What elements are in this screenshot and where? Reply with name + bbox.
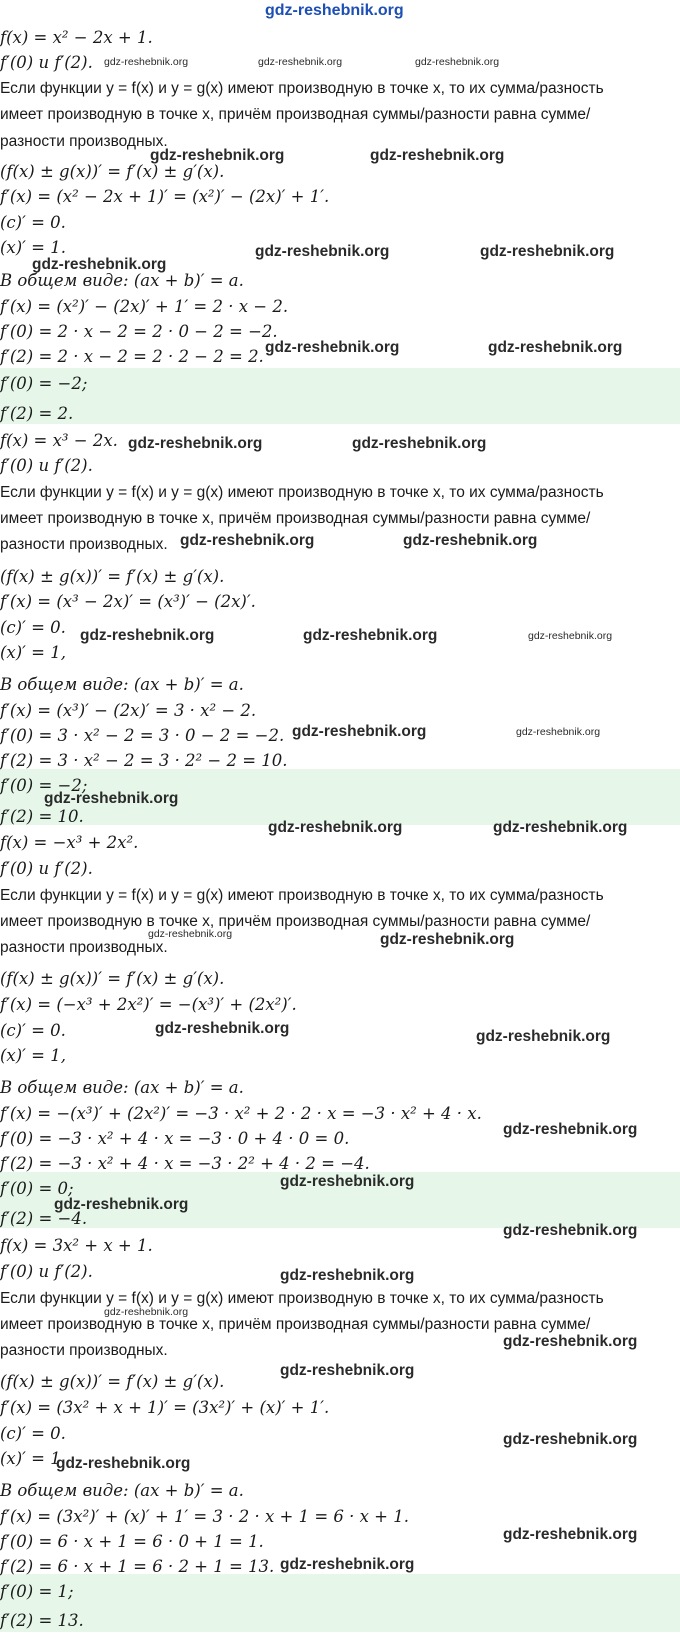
answer-line: f′(0) = 0; (0, 1179, 74, 1198)
formula-line: f′(x) = (3x²)′ + (x)′ + 1′ = 3 · 2 · x + 1 = 6 · x + 1. (0, 1507, 409, 1526)
answer-box (0, 368, 680, 424)
watermark: gdz-reshebnik.org (516, 726, 601, 738)
watermark: gdz-reshebnik.org (104, 56, 189, 68)
rule-text: разности производных. (0, 939, 168, 956)
task-line: f′(0) и f′(2). (0, 53, 93, 72)
task-line: f′(0) и f′(2). (0, 456, 93, 475)
watermark: gdz-reshebnik.org (155, 1020, 290, 1037)
watermark: gdz-reshebnik.org (280, 1362, 415, 1379)
formula-line: f′(x) = (x² − 2x + 1)′ = (x²)′ − (2x)′ + 1′. (0, 187, 330, 206)
rule-text: разности производных. (0, 133, 168, 150)
watermark: gdz-reshebnik.org (503, 1121, 638, 1138)
formula-line: f′(x) = (3x² + x + 1)′ = (3x²)′ + (x)′ + 1′. (0, 1398, 330, 1417)
answer-box (0, 1574, 680, 1632)
formula-line: f′(x) = (x²)′ − (2x)′ + 1′ = 2 · x − 2. (0, 297, 289, 316)
watermark: gdz-reshebnik.org (128, 435, 263, 452)
watermark: gdz-reshebnik.org (32, 256, 167, 273)
formula-line: f′(2) = 3 · x² − 2 = 3 · 2² − 2 = 10. (0, 751, 288, 770)
watermark: gdz-reshebnik.org (80, 627, 215, 644)
watermark: gdz-reshebnik.org (503, 1526, 638, 1543)
formula-line: (x)′ = 1, (0, 643, 66, 662)
header-watermark: gdz-reshebnik.org (265, 2, 404, 19)
formula-line: (c)′ = 0. (0, 618, 66, 637)
rule-text: разности производных. (0, 1342, 168, 1359)
formula-line: f′(x) = −(x³)′ + (2x²)′ = −3 · x² + 2 · 2 · x = −3 · x² + 4 · x. (0, 1104, 482, 1123)
formula-line: (x)′ = 1, (0, 1046, 66, 1065)
watermark: gdz-reshebnik.org (280, 1173, 415, 1190)
function-definition: f(x) = 3x² + x + 1. (0, 1236, 153, 1255)
watermark: gdz-reshebnik.org (265, 339, 400, 356)
function-definition: f(x) = x² − 2x + 1. (0, 28, 153, 47)
function-definition: f(x) = x³ − 2x. (0, 431, 118, 450)
formula-line: В общем виде: (ax + b)′ = a. (0, 1078, 244, 1097)
watermark: gdz-reshebnik.org (352, 435, 487, 452)
formula-line: f′(2) = −3 · x² + 4 · x = −3 · 2² + 4 · 2 = −4. (0, 1154, 370, 1173)
formula-line: В общем виде: (ax + b)′ = a. (0, 271, 244, 290)
watermark: gdz-reshebnik.org (255, 243, 390, 260)
watermark: gdz-reshebnik.org (503, 1222, 638, 1239)
rule-text: имеет производную в точке x, причём производная суммы/разности равна сумме/ (0, 1316, 591, 1333)
watermark: gdz-reshebnik.org (150, 147, 285, 164)
formula-line: (x)′ = 1. (0, 238, 66, 257)
formula-line: В общем виде: (ax + b)′ = a. (0, 1481, 244, 1500)
formula-line: В общем виде: (ax + b)′ = a. (0, 675, 244, 694)
watermark: gdz-reshebnik.org (303, 627, 438, 644)
watermark: gdz-reshebnik.org (415, 56, 500, 68)
formula-line: f′(2) = 2 · x − 2 = 2 · 2 − 2 = 2. (0, 347, 264, 366)
watermark: gdz-reshebnik.org (44, 790, 179, 807)
watermark: gdz-reshebnik.org (493, 819, 628, 836)
formula-line: (f(x) ± g(x))′ = f′(x) ± g′(x). (0, 1372, 225, 1391)
watermark: gdz-reshebnik.org (503, 1333, 638, 1350)
answer-line: f′(2) = 10. (0, 807, 84, 826)
answer-line: f′(0) = 1; (0, 1582, 74, 1601)
rule-text: Если функции y = f(x) и y = g(x) имеют производную в точке x, то их сумма/разность (0, 484, 604, 501)
formula-line: (c)′ = 0. (0, 1424, 66, 1443)
task-line: f′(0) и f′(2). (0, 859, 93, 878)
watermark: gdz-reshebnik.org (292, 723, 427, 740)
watermark: gdz-reshebnik.org (403, 532, 538, 549)
rule-text: имеет производную в точке x, причём производная суммы/разности равна сумме/ (0, 510, 591, 527)
formula-line: (x)′ = 1. (0, 1449, 66, 1468)
watermark: gdz-reshebnik.org (488, 339, 623, 356)
formula-line: f′(0) = 6 · x + 1 = 6 · 0 + 1 = 1. (0, 1532, 264, 1551)
formula-line: (f(x) ± g(x))′ = f′(x) ± g′(x). (0, 969, 225, 988)
formula-line: f′(0) = 3 · x² − 2 = 3 · 0 − 2 = −2. (0, 726, 285, 745)
watermark: gdz-reshebnik.org (528, 630, 613, 642)
watermark: gdz-reshebnik.org (480, 243, 615, 260)
watermark: gdz-reshebnik.org (104, 1306, 189, 1318)
rule-text: имеет производную в точке x, причём производная суммы/разности равна сумме/ (0, 913, 591, 930)
watermark: gdz-reshebnik.org (54, 1196, 189, 1213)
rule-text: имеет производную в точке x, причём производная суммы/разности равна сумме/ (0, 106, 591, 123)
watermark: gdz-reshebnik.org (258, 56, 343, 68)
formula-line: f′(x) = (−x³ + 2x²)′ = −(x³)′ + (2x²)′. (0, 995, 297, 1014)
formula-line: (c)′ = 0. (0, 213, 66, 232)
formula-line: f′(x) = (x³)′ − (2x)′ = 3 · x² − 2. (0, 701, 257, 720)
answer-line: f′(2) = 2. (0, 404, 74, 423)
formula-line: f′(2) = 6 · x + 1 = 6 · 2 + 1 = 13. (0, 1557, 275, 1576)
formula-line: f′(x) = (x³ − 2x)′ = (x³)′ − (2x)′. (0, 592, 256, 611)
watermark: gdz-reshebnik.org (503, 1431, 638, 1448)
answer-line: f′(2) = 13. (0, 1611, 84, 1630)
watermark: gdz-reshebnik.org (280, 1267, 415, 1284)
answer-line: f′(0) = −2; (0, 776, 88, 795)
rule-text: Если функции y = f(x) и y = g(x) имеют производную в точке x, то их сумма/разность (0, 80, 604, 97)
watermark: gdz-reshebnik.org (476, 1028, 611, 1045)
formula-line: f′(0) = 2 · x − 2 = 2 · 0 − 2 = −2. (0, 322, 278, 341)
watermark: gdz-reshebnik.org (268, 819, 403, 836)
formula-line: (c)′ = 0. (0, 1021, 66, 1040)
watermark: gdz-reshebnik.org (280, 1556, 415, 1573)
watermark: gdz-reshebnik.org (380, 931, 515, 948)
rule-text: Если функции y = f(x) и y = g(x) имеют производную в точке x, то их сумма/разность (0, 887, 604, 904)
watermark: gdz-reshebnik.org (56, 1455, 191, 1472)
rule-text: Если функции y = f(x) и y = g(x) имеют производную в точке x, то их сумма/разность (0, 1290, 604, 1307)
rule-text: разности производных. (0, 536, 168, 553)
formula-line: (f(x) ± g(x))′ = f′(x) ± g′(x). (0, 567, 225, 586)
function-definition: f(x) = −x³ + 2x². (0, 833, 139, 852)
watermark: gdz-reshebnik.org (148, 928, 233, 940)
task-line: f′(0) и f′(2). (0, 1262, 93, 1281)
watermark: gdz-reshebnik.org (180, 532, 315, 549)
formula-line: f′(0) = −3 · x² + 4 · x = −3 · 0 + 4 · 0 = 0. (0, 1129, 350, 1148)
watermark: gdz-reshebnik.org (370, 147, 505, 164)
answer-line: f′(0) = −2; (0, 374, 88, 393)
answer-line: f′(2) = −4. (0, 1209, 88, 1228)
formula-line: (f(x) ± g(x))′ = f′(x) ± g′(x). (0, 162, 225, 181)
